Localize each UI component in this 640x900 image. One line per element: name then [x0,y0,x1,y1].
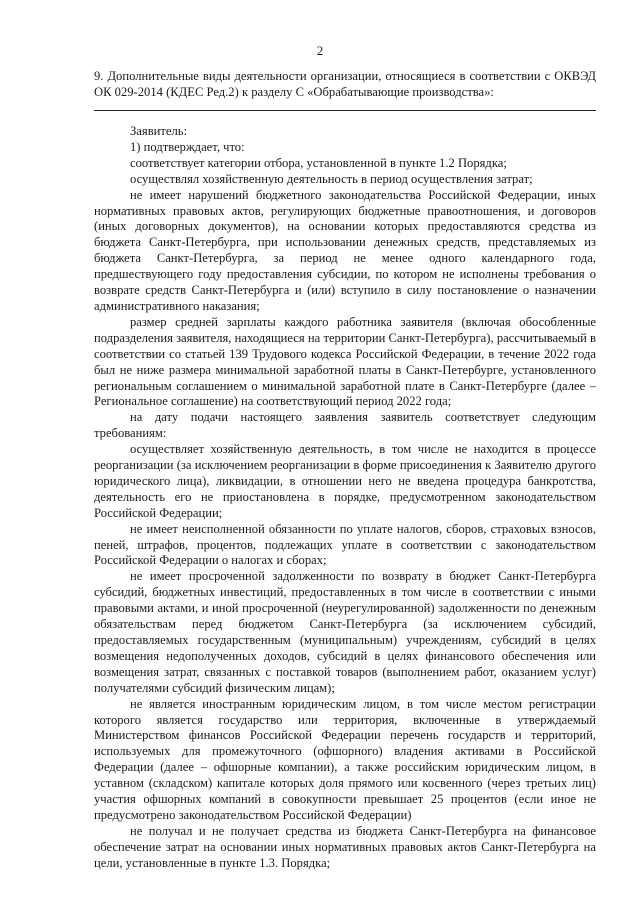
paragraph-applicant: Заявитель: [130,124,187,138]
blank-fill-line [94,110,596,111]
paragraph-funds: не получал и не получает средства из бюджета Санкт-Петербурга на финансовое обеспечение затрат на основании иных нормативных правовых актов Санкт-Петербурга на цели, установленные в пункте 1.3. Порядка; [94,823,596,870]
paragraph-activity: осуществлял хозяйственную деятельность в период осуществления затрат; [130,171,533,186]
applicant-declaration [94,124,596,872]
paragraph-debts: не имеет просроченной задолженности по возврату в бюджет Санкт-Петербурга субсидий, бюджетных инвестиций, предоставленных в том числе в соответствии с иными правовыми актами, и иной просроченной (неурегулированной) задолженности по денежным обязательствам перед бюджетом Санкт-Петербурга (за исключением субсидий, предоставляемых государственным (муниципальным) учреждениям, субсидий в целях возмещения недополученных доходов, субсидий в целях финансового обеспечения или возмещения затрат, связанных с поставкой товаров (выполнением работ, оказанием услуг) получателями субсидий физическим лицам); [94,569,596,695]
paragraph-confirms: 1) подтверждает, что: [130,139,245,154]
page-number: 2 [316,43,324,58]
paragraph-salary: размер средней зарплаты каждого работника заявителя (включая обособленные подразделения заявителя, находящиеся на территории Санкт-Петербурга), рассчитываемый в соответствии со статьей 139 Трудового кодекса Российской Федерации, в течение 2022 года был не ниже размера минимальной заработной платы в Санкт-Петербурге, установленного региональным соглашением о минимальной заработной плате в Санкт-Петербурге (далее – Региональное соглашение) на соответствующий период 2022 года; [94,314,596,409]
paragraph-category: соответствует категории отбора, установленной в пункте 1.2 Порядка; [130,155,507,170]
paragraph-requirements-intro: на дату подачи настоящего заявления заявитель соответствует следующим требованиям: [94,410,596,441]
paragraph-budget-violations: не имеет нарушений бюджетного законодательства Российской Федерации, иных нормативных правовых актов, регулирующих бюджетные правоотношения, и договоров (иных договорных документов), на основании которых предоставляются средства из бюджета Санкт-Петербурга, при использовании денежных средств, представляемых из бюджета Санкт-Петербурга, за период не менее одного календарного года, предшествующего году предоставления субсидии, по котором не исполнены требования о возврате средств Санкт-Петербурга и (или) вступило в силу постановление о назначении административного наказания; [94,187,596,313]
section-9-additional-activities: 9. Дополнительные виды деятельности организации, относящиеся в соответствии с ОКВЭД ОК 029-2014 (КДЕС Ред.2) к разделу С «Обрабатывающие производства»: [94,69,596,99]
paragraph-economic-activity: осуществляет хозяйственную деятельность, в том числе не находится в процессе реорганизации (за исключением реорганизации в форме присоединения к Заявителю другого юридического лица), ликвидации, в отношении него не введена процедура банкротства, деятельность его не приостановлена в порядке, предусмотренном законодательством Российской Федерации; [94,442,596,520]
paragraph-foreign-entity: не является иностранным юридическим лицом, в том числе местом регистрации которого является государство или территория, включенные в утверждаемый Министерством финансов Российской Федерации перечень государств и территорий, используемых для промежуточного (офшорного) владения активами в Российской Федерации (далее – офшорные компании), а также российским юридическим лицом, в уставном (складском) капитале которых доля прямого или косвенного (через третьих лиц) участия офшорных компаний в совокупности превышает 25 процентов (если иное не предусмотрено законодательством Российской Федерации) [94,696,596,822]
paragraph-taxes: не имеет неисполненной обязанности по уплате налогов, сборов, страховых взносов, пеней, штрафов, процентов, подлежащих уплате в соответствии с законодательством Российской Федерации о налогах и сборах; [94,521,596,568]
